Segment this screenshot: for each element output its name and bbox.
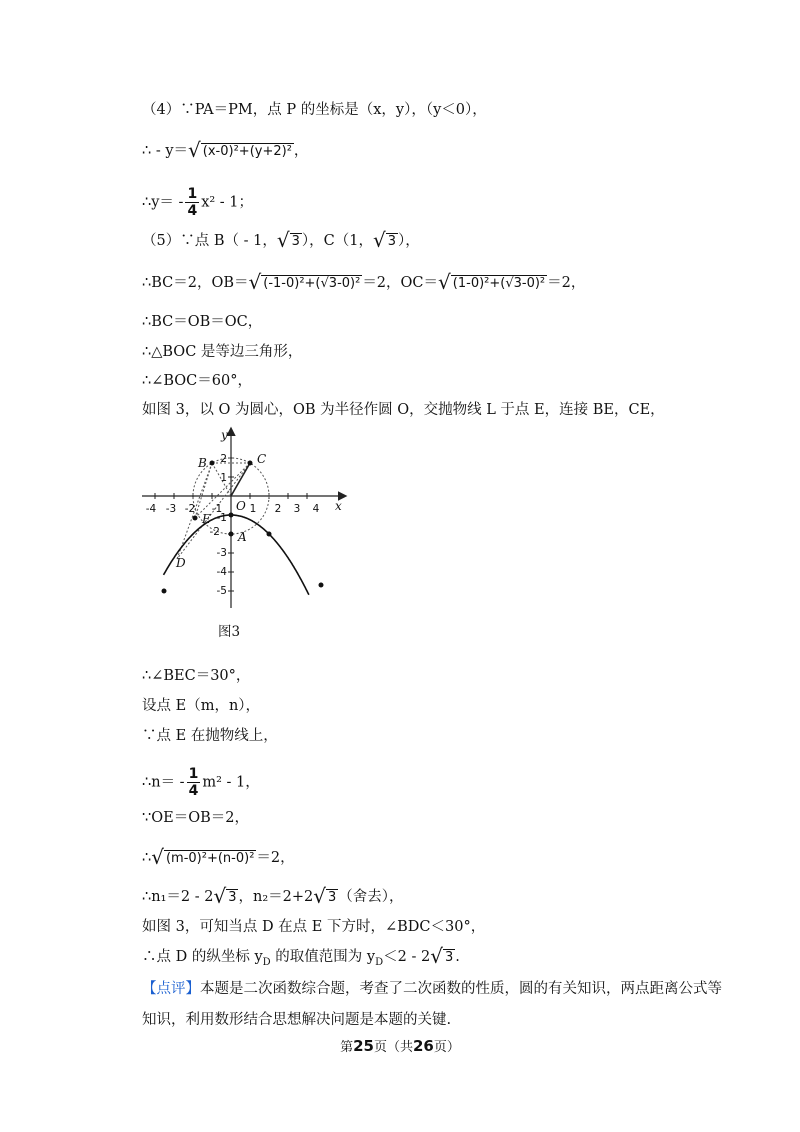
footer-text: 页（共 [373,1040,413,1055]
label-a: A [238,530,247,544]
fraction [185,186,199,219]
line-part4: （4）∵PA＝PM，点 P 的坐标是（x，y），（y＜0）， [142,102,487,118]
text: x² - 1； [201,194,254,211]
denominator: 4 [187,203,198,219]
text: ，n₂＝2+2 [238,889,314,905]
text: ＝2，OC＝ [362,275,439,291]
label-e: E [202,512,211,526]
radicand: (1-0)²+(√3-0)² [452,276,546,291]
line-equilateral: ∴△BOC 是等边三角形， [142,344,303,360]
line-n-equation [142,766,260,799]
numerator: 1 [187,186,198,202]
y-axis-label: y [221,428,228,442]
figure-3-graph [140,425,355,615]
tick-x-4: 4 [312,503,320,515]
tick-y-m5: -5 [216,585,227,597]
page-total: 26 [413,1037,434,1055]
tick-x-m4: -4 [145,503,157,515]
line-n-solutions [142,886,404,908]
text: （5）∵点 B（ - 1， [142,233,277,249]
sqrt-expression: √ (1-0)²+(√3-0)² [438,270,546,294]
radicand: (x-0)²+(y+2)² [202,144,292,159]
tick-y-m3: -3 [216,547,227,559]
text: ＜2 - 2 [383,949,431,965]
point-r2 [319,583,324,588]
parabola-l [164,515,309,595]
text: . [455,949,460,965]
text: ∴y＝ - [142,194,184,211]
review-text-1: 本题是二次函数综合题，考查了二次函数的性质，圆的有关知识，两点距离公式等 [200,981,722,997]
line-angle-boc: ∴∠BOC＝60°， [142,373,252,389]
line-bc-eq: ∴BC＝OB＝OC， [142,314,263,330]
text: ），C（1， [301,233,373,249]
label-d: D [176,556,186,570]
sqrt-expression: √ (x-0)²+(y+2)² [188,138,292,162]
line-review-2: 知识，利用数形结合思想解决问题是本题的关键. [142,1012,452,1028]
page-footer [0,1036,800,1055]
line-y-equation [142,186,253,219]
point-r1 [267,532,272,537]
point-e [193,516,198,521]
line-bc-ob-oc [142,272,585,294]
tick-y-m1: -1 [216,512,227,524]
text: ∴n₁＝2 - 2 [142,889,214,905]
tick-x-m1: -1 [211,503,223,515]
sqrt-expression: √ 3 [372,228,396,252]
text: ， [293,143,309,159]
text: （舍去）， [338,889,404,905]
text: ）， [397,233,420,249]
numerator: 1 [188,766,199,782]
point-c [248,461,253,466]
subscript: D [262,956,271,968]
line-minus-y [142,140,308,162]
point-b [210,461,215,466]
tick-y-m4: -4 [216,566,227,578]
tick-x-2: 2 [274,503,282,515]
tick-y-2: 2 [220,453,227,465]
radicand: 3 [444,950,454,965]
sqrt-expression: √ 3 [313,884,337,908]
line-angle-bec: ∴∠BEC＝30°， [142,668,251,684]
footer-text: 第 [340,1040,354,1055]
text: ∴点 D 的纵坐标 y [142,949,263,965]
x-axis-label: x [335,499,342,513]
review-tag: 【点评】 [142,981,200,997]
tick-y-1: 1 [220,472,227,484]
text: ∴ [142,850,152,866]
tick-x-m2: -2 [184,503,196,515]
line-distance-eq [142,847,295,869]
sqrt-expression: √ 3 [213,884,237,908]
page-number: 25 [353,1037,374,1055]
radicand: (-1-0)²+(√3-0)² [263,276,361,291]
sqrt-expression: √ (m-0)²+(n-0)² [151,845,255,869]
text: ∴BC＝2，OB＝ [142,275,249,291]
radicand: 3 [228,890,237,905]
point-vertex [229,513,234,518]
line-e-on-parabola: ∵点 E 在抛物线上， [142,728,278,744]
label-c: C [257,452,267,466]
text: ∴ - y＝ [142,143,189,159]
point-l2 [162,589,167,594]
line-figure3-intro: 如图 3，以 O 为圆心，OB 为半径作圆 O，交抛物线 L 于点 E，连接 BE，CE， [142,402,665,418]
text: 的取值范围为 y [270,949,376,965]
sqrt-expression: √ 3 [430,944,454,968]
radicand: 3 [387,234,396,249]
radicand: (m-0)²+(n-0)² [165,851,255,866]
subscript: D [375,956,384,968]
point-a [229,532,234,537]
tick-x-3: 3 [293,503,301,515]
line-set-e: 设点 E（m，n）， [142,698,261,714]
radicand: 3 [291,234,300,249]
line-yd-range [142,946,460,973]
tick-x-1: 1 [249,503,257,515]
tick-x-m3: -3 [165,503,177,515]
fraction [187,766,201,799]
radicand: 3 [328,890,337,905]
line-oe-ob: ∵OE＝OB＝2， [142,810,249,826]
text: ∴n＝ - [142,774,185,791]
sqrt-expression: √ 3 [276,228,300,252]
segment-oc [231,463,250,496]
sqrt-expression: √ (-1-0)²+(√3-0)² [248,270,361,294]
footer-text: 页） [433,1040,460,1055]
figure-caption: 图3 [218,624,241,640]
line-part5 [142,230,420,252]
text: m² - 1， [202,774,260,791]
tick-y-m2: -2 [209,526,220,538]
denominator: 4 [188,783,199,799]
text: ＝2， [256,850,295,866]
text: ＝2， [547,275,586,291]
label-b: B [198,456,207,470]
line-d-below-e: 如图 3，可知当点 D 在点 E 下方时，∠BDC＜30°， [142,919,486,935]
label-o: O [236,499,246,513]
line-review-1 [142,979,722,999]
